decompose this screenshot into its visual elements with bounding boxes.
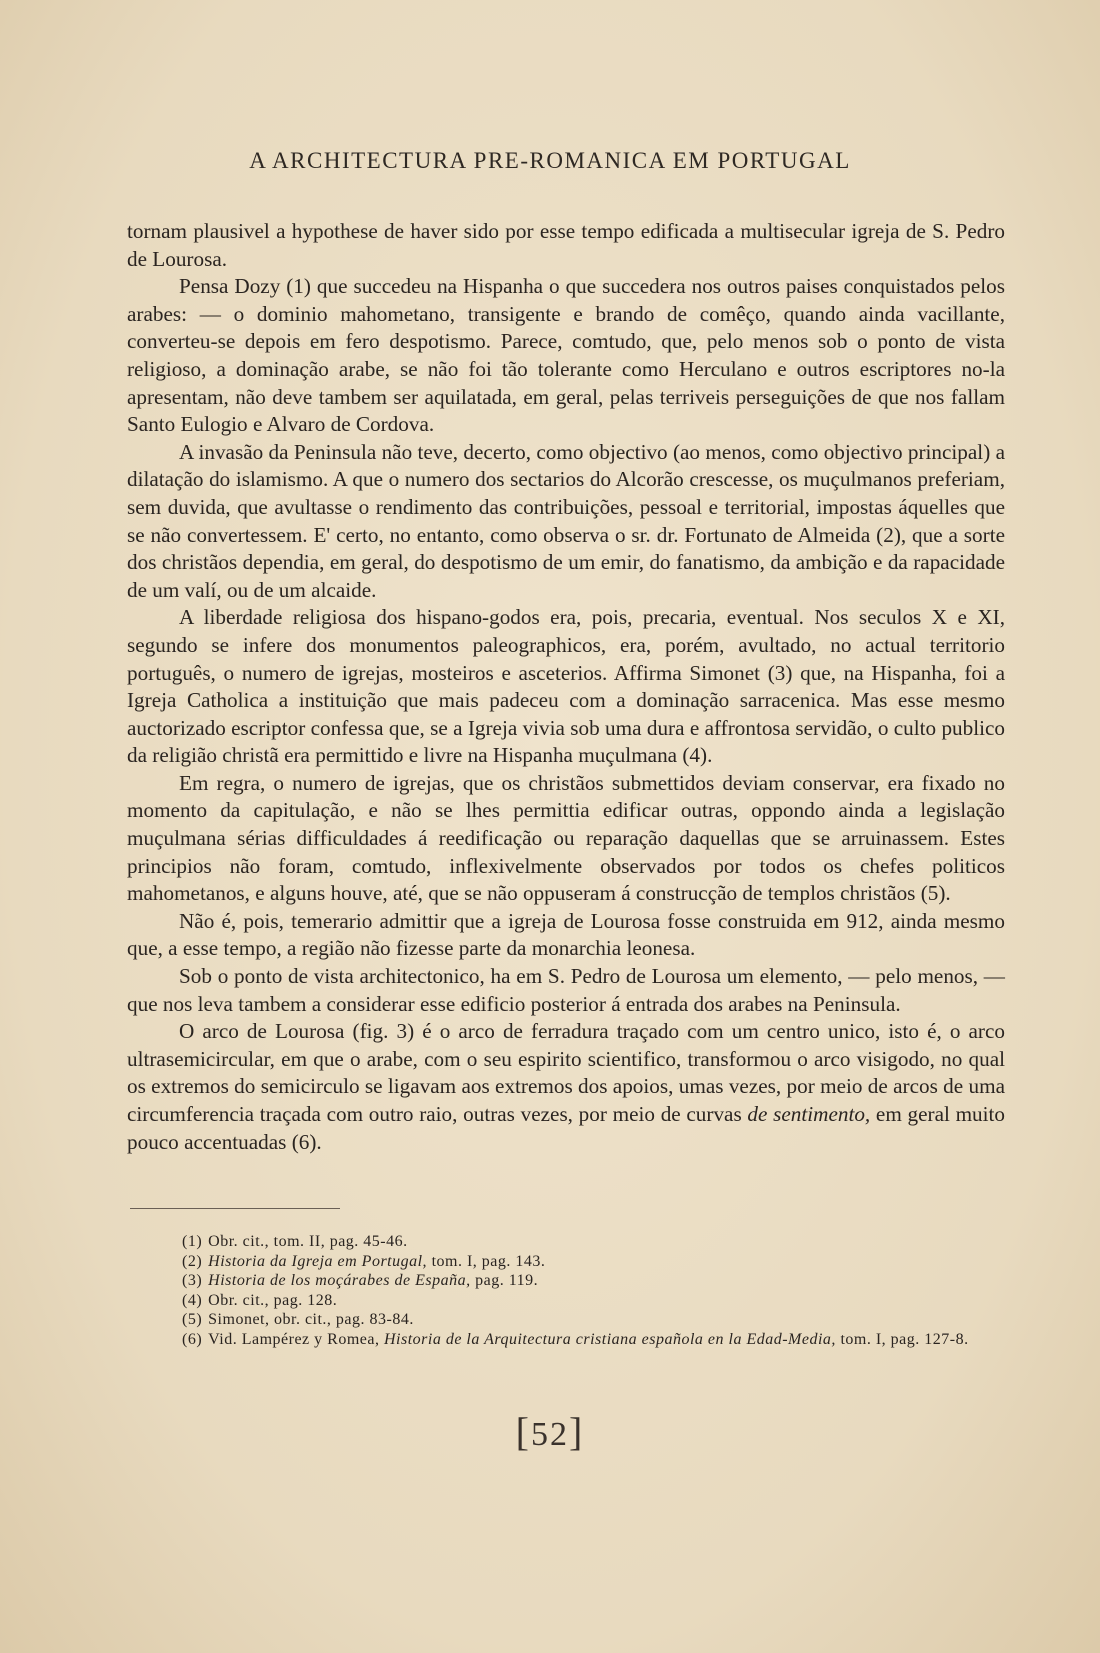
footnote-number: (2) xyxy=(182,1252,203,1270)
paragraph-last xyxy=(127,1018,1005,1156)
footnote-title: Historia de la Arquitectura cristiana española en la Edad-Media, xyxy=(383,1330,836,1348)
italic-phrase: de sentimento, xyxy=(747,1102,871,1126)
running-header: A ARCHITECTURA PRE-ROMANICA EM PORTUGAL xyxy=(249,148,851,173)
footnote-text: Vid. Lampérez y Romea, xyxy=(208,1330,384,1348)
footnote-number: (3) xyxy=(182,1272,203,1290)
footnote xyxy=(130,1232,1005,1252)
footnotes xyxy=(130,1232,1005,1350)
footnote-title: Historia de los moçárabes de España, xyxy=(208,1272,471,1290)
footnote xyxy=(130,1252,1005,1272)
footnote xyxy=(130,1330,1005,1350)
left-bracket: [ xyxy=(515,1409,531,1454)
footnote-number: (1) xyxy=(182,1233,203,1250)
paragraph-text: O arco de Lourosa (fig. 3) é o arco de ferradura traçado com um centro unico, isto é, o arco ultrasemicircular, em que o arabe, com o seu espirito scientifico, transformou o arco visigodo, no qual os extremos do semicirculo se ligavam aos extremos dos apoios, umas vezes, por meio de arcos de uma circumferencia traçada com outro raio, outras vezes, por meio de curvas xyxy=(127,1019,1005,1126)
footnote-number: (6) xyxy=(182,1330,203,1348)
paragraph-text: em geral muito pouco accentuadas (6). xyxy=(127,1102,1006,1154)
footnote-divider xyxy=(130,1208,340,1209)
footnote xyxy=(130,1310,1005,1330)
footnote xyxy=(130,1291,1005,1311)
body-text xyxy=(127,218,1005,1156)
footnote-text: Simonet, obr. cit., pag. 83-84. xyxy=(208,1311,414,1329)
right-bracket: ] xyxy=(569,1409,585,1454)
footnote-number: (5) xyxy=(182,1311,203,1329)
footnote-title: Historia da Igreja em Portugal, xyxy=(208,1252,428,1270)
footnote-text: Obr. cit., pag. 128. xyxy=(208,1291,338,1309)
paragraph: A invasão da Peninsula não teve, decerto, como objectivo (ao menos, como objectivo principal) a dilatação do islamismo. A que o numero dos sectarios do Alcorão crescesse, os muçulmanos preferiam, sem duvida, que avultasse o rendimento das contribuições, pessoal e territorial, impostas áquelles que se não convertessem. E' certo, no entanto, como observa o sr. dr. Fortunato de Almeida (2), que a sorte dos christãos dependia, em geral, do despotismo de um emir, do fanatismo, da ambição e da rapacidade de um valí, ou de um alcaide. xyxy=(127,439,1005,602)
footnote xyxy=(130,1271,1005,1291)
paragraph: tornam plausivel a hypothese de haver sido por esse tempo edificada a multisecular igreja de S. Pedro de Lourosa. xyxy=(127,219,1005,271)
paragraph: Em regra, o numero de igrejas, que os christãos submettidos deviam conservar, era fixado no momento da capitulação, e não se lhes permittia edificar outras, oppondo ainda a legislação muçulmana sérias difficuldades á reedificação ou reparação daquellas que se arruinassem. Estes principios não foram, comtudo, inflexivelmente observados por todos os chefes politicos mahometanos, e alguns houve, até, que se não oppuseram á construcção de templos christãos (5). xyxy=(127,770,1005,906)
paragraph: Não é, pois, temerario admittir que a igreja de Lourosa fosse construida em 912, ainda mesmo que, a esse tempo, a região não fizesse parte da monarchia leonesa. xyxy=(127,908,1005,961)
footnote-text: Obr. cit., tom. II, pag. 45-46. xyxy=(208,1233,408,1250)
paragraph: Sob o ponto de vista architectonico, ha em S. Pedro de Lourosa um elemento, — pelo menos, — que nos leva tambem a considerar esse edificio posterior á entrada dos arabes na Peninsula. xyxy=(127,964,1005,1016)
paragraph: A liberdade religiosa dos hispano-godos era, pois, precaria, eventual. Nos seculos X e XI, segundo se infere dos monumentos paleographicos, era, porém, avultado, no actual territorio português, o numero de igrejas, mosteiros e asceterios. Affirma Simonet (3) que, na Hispanha, foi a Igreja Catholica a instituição que mais padeceu com a dominação sarracenica. Mas esse mesmo auctorizado escriptor confessa que, se a Igreja vivia sob uma dura e affrontosa servidão, o culto publico da religião christã era permittido e livre na Hispanha muçulmana (4). xyxy=(127,605,1005,768)
page-number xyxy=(0,1408,1100,1455)
footnote-text: tom. I, pag. 143. xyxy=(427,1252,546,1270)
footnote-text: tom. I, pag. 127-8. xyxy=(835,1330,969,1348)
footnote-text: pag. 119. xyxy=(470,1272,539,1290)
paragraph: Pensa Dozy (1) que succedeu na Hispanha o que succedera nos outros paises conquistados pelos arabes: — o dominio mahometano, transigente e brando de comêço, quando ainda vacillante, converteu-se depois em fero despotismo. Parece, comtudo, que, pelo menos sob o ponto de vista religioso, a dominação arabe, se não foi tão tolerante como Herculano e outros escriptores no-la apresentam, não deve tambem ser aquilatada, em geral, pelas terriveis perseguições de que nos fallam Santo Eulogio e Alvaro de Cordova. xyxy=(127,274,1005,437)
page-number-value: 52 xyxy=(531,1416,569,1453)
footnote-number: (4) xyxy=(182,1291,203,1309)
